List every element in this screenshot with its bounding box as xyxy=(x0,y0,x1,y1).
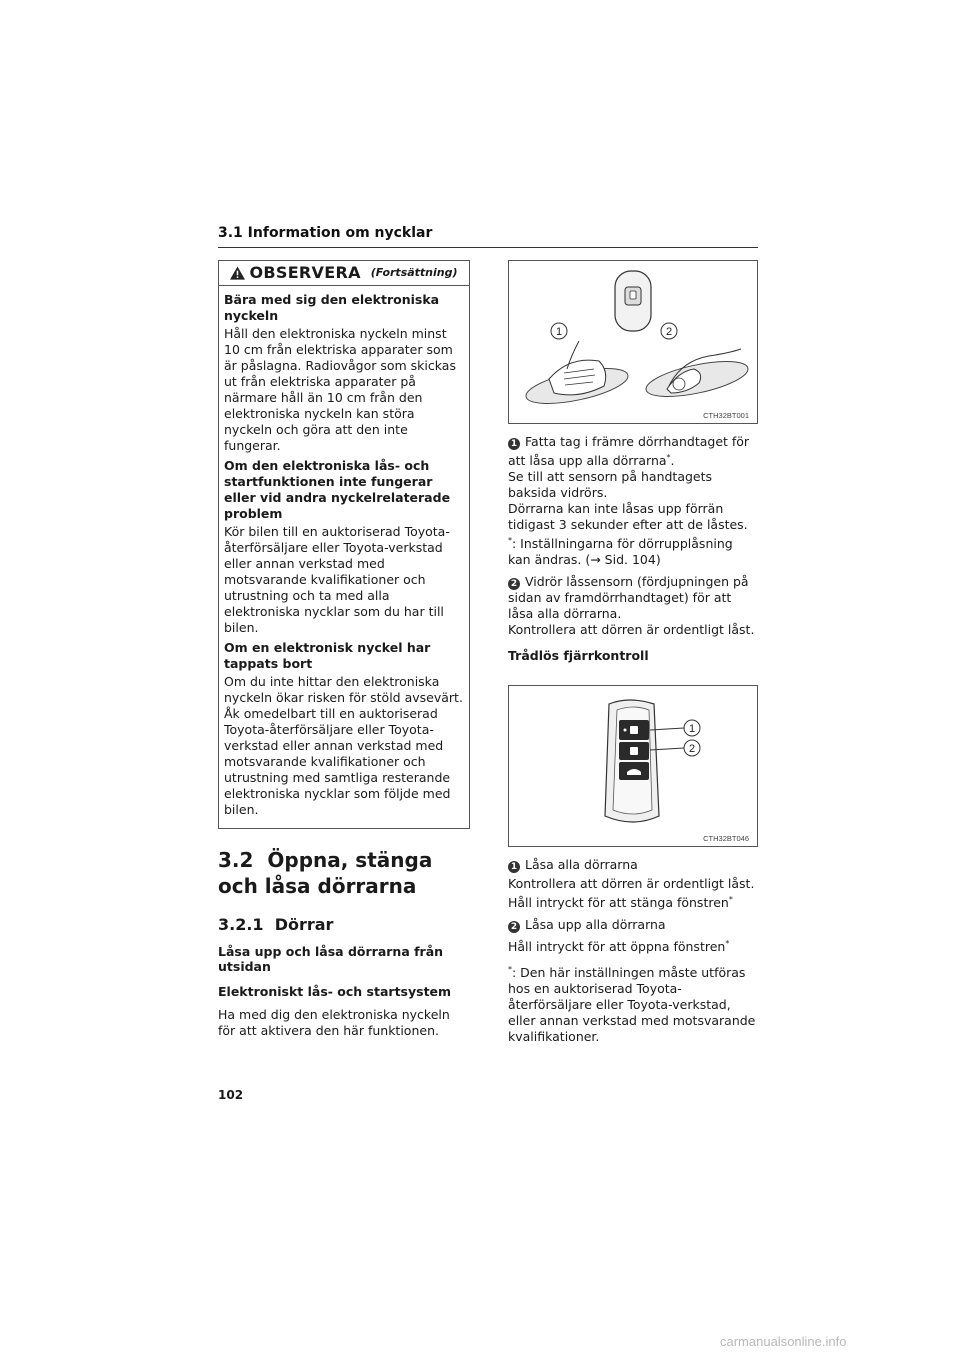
fig1-item-2-extra: Kontrollera att dörren är ordentligt låst. xyxy=(508,622,755,638)
item-number-2: 2 xyxy=(508,578,520,590)
observera-header xyxy=(219,261,469,286)
fig2-item-2-body-text: Håll intryckt för att öppna fönstren xyxy=(508,939,726,955)
para-body: Ha med dig den elektroniska nyckeln för att aktivera den här funktionen. xyxy=(218,1007,450,1038)
remote-key-illustration xyxy=(509,686,757,844)
figure2-callout-1: 1 xyxy=(688,723,696,736)
running-header xyxy=(218,225,758,248)
right-column xyxy=(508,260,758,1045)
figure-door-handle xyxy=(508,260,758,424)
fig2-item-1-title xyxy=(508,857,758,873)
section-title xyxy=(218,847,470,899)
para-heading-1: Låsa upp och låsa dörrarna från utsidan xyxy=(218,944,444,974)
fig1-item-1 xyxy=(508,434,758,469)
observera-heading-2: Om den elektroniska lås- och startfunktionen inte fungerar eller vid andra nyckelrelaterade problem xyxy=(224,458,451,521)
observera-text-2: Kör bilen till en auktoriserad Toyota-återförsäljare eller Toyota-verkstad eller annan verkstad med motsvarande kvalifikationer och utrustning och ta med alla elektroniska nycklar som du har till bilen. xyxy=(224,524,450,635)
figure1-items xyxy=(508,434,758,638)
fig2-item-1-body1: Kontrollera att dörren är ordentligt låst. xyxy=(508,876,755,892)
fig2-footnote-text: : Den här inställningen måste utföras hos en auktoriserad Toyota-återförsäljare eller Toyota-verkstad, eller annan verkstad med motsvarande kvalifikationer. xyxy=(508,964,756,1044)
figure2-items xyxy=(508,857,758,1044)
fig1-item-1-star: * xyxy=(666,453,671,462)
watermark: carmanualsonline.info xyxy=(720,1334,847,1349)
observera-box xyxy=(218,260,470,829)
figure1-callout-1: 1 xyxy=(555,326,563,338)
observera-heading-1: Bära med sig den elektroniska nyckeln xyxy=(224,292,440,323)
figure2-callout-2: 2 xyxy=(688,743,696,756)
section-name: Öppna, stänga och låsa dörrarna xyxy=(218,848,433,898)
header-title: 3.1 Information om nycklar xyxy=(218,225,433,241)
fig2-item-1-body2 xyxy=(508,892,758,911)
observera-title: OBSERVERA xyxy=(249,263,361,282)
figure1-code: CTH32BT001 xyxy=(703,411,749,420)
fig1-item-1-note xyxy=(508,533,758,568)
observera-text-1: Håll den elektroniska nyckeln minst 10 cm från elektriska apparater som är påslagna. Radiovågor som skickas ut från elektriska apparater på närmare håll än 10 cm från den elektroniska nyckeln kan störa nyckeln och göra att den inte fungerar. xyxy=(224,326,456,453)
fig2-item-2-body xyxy=(508,936,758,955)
subsection-title xyxy=(218,915,470,934)
door-handle-illustration xyxy=(509,261,757,421)
warning-icon xyxy=(230,266,245,280)
figure-remote-key xyxy=(508,685,758,847)
subsection-number: 3.2.1 xyxy=(218,915,264,934)
fig2-item-2-title-text: Låsa upp alla dörrarna xyxy=(525,917,666,933)
fig1-item-1-text: Fatta tag i främre dörrhandtaget för att låsa upp alla dörrarna xyxy=(508,434,750,469)
para-heading-2: Elektroniskt lås- och startsystem xyxy=(218,984,452,999)
figure2-code: CTH32BT046 xyxy=(703,834,749,844)
item-number-1: 1 xyxy=(508,438,520,450)
subsection-name: Dörrar xyxy=(274,915,334,934)
item-number-1b: 1 xyxy=(508,861,520,873)
fig1-item-1-period: . xyxy=(670,453,675,469)
observera-subtitle: (Fortsättning) xyxy=(370,266,458,279)
fig1-note-text: : Inställningarna för dörrupplåsning kan ändras. (→ Sid. 104) xyxy=(508,536,733,568)
fig2-item-1-body2-text: Håll intryckt för att stänga fönstren xyxy=(508,895,729,911)
fig2-footnote-star: * xyxy=(508,964,512,974)
observera-body xyxy=(219,286,469,818)
fig2-item-2-title xyxy=(508,917,758,933)
fig2-footnote xyxy=(508,962,758,1045)
fig1-item-1-extra1: Se till att sensorn på handtagets baksida vidrörs. xyxy=(508,469,713,501)
page-number: 102 xyxy=(218,1088,244,1102)
fig2-item-2-star: * xyxy=(725,939,730,949)
item-number-2b: 2 xyxy=(508,921,520,933)
wireless-heading: Trådlös fjärrkontroll xyxy=(508,648,649,664)
figure1-callout-2: 2 xyxy=(665,326,673,338)
left-column xyxy=(218,260,470,1039)
observera-text-3: Om du inte hittar den elektroniska nyckeln ökar risken för stöld avsevärt. Åk omedelbart till en auktoriserad Toyota-återförsäljare eller Toyota-verkstad eller annan verkstad med motsvarande kvalifikationer och utrustning med samtliga resterande elektroniska nycklar som följde med bilen. xyxy=(224,674,463,817)
fig1-item-2 xyxy=(508,574,758,622)
fig1-item-2-text: Vidrör låssensorn (fördjupningen på sidan av framdörrhandtaget) för att låsa alla dörrarna. xyxy=(508,574,749,622)
fig1-note-star: * xyxy=(508,536,512,546)
header-rule xyxy=(218,247,758,248)
section-number: 3.2 xyxy=(218,848,254,872)
fig2-item-1-star: * xyxy=(728,895,733,905)
observera-heading-3: Om en elektronisk nyckel har tappats bort xyxy=(224,640,431,671)
fig1-item-1-extra2: Dörrarna kan inte låsas upp förrän tidigast 3 sekunder efter att de låstes. xyxy=(508,501,748,533)
fig2-item-1-title-text: Låsa alla dörrarna xyxy=(525,857,638,873)
